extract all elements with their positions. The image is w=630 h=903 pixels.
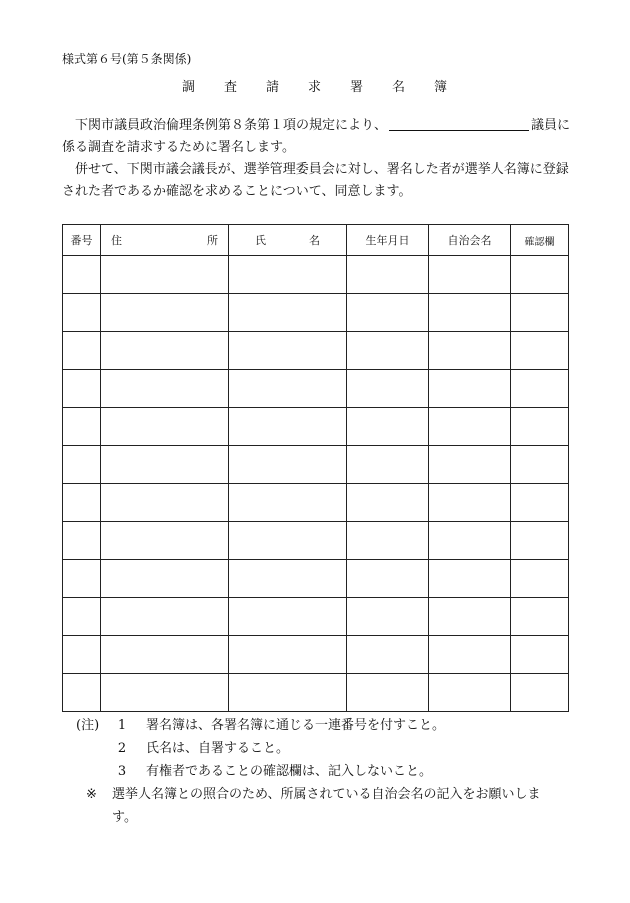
header-association: 自治会名 bbox=[429, 225, 511, 256]
asterisk-note-text: 選挙人名簿との照合のため、所属されている自治会名の記入をお願いしま bbox=[112, 787, 541, 802]
note-item bbox=[62, 714, 582, 737]
table-row bbox=[63, 256, 569, 294]
note-item bbox=[62, 737, 582, 760]
name-cell[interactable] bbox=[229, 522, 347, 560]
table-row bbox=[63, 522, 569, 560]
association-cell[interactable] bbox=[429, 598, 511, 636]
birthdate-cell[interactable] bbox=[347, 332, 429, 370]
association-cell[interactable] bbox=[429, 370, 511, 408]
name-cell[interactable] bbox=[229, 674, 347, 712]
birthdate-cell[interactable] bbox=[347, 294, 429, 332]
table-row bbox=[63, 332, 569, 370]
number-cell[interactable] bbox=[63, 256, 101, 294]
address-cell[interactable] bbox=[101, 560, 229, 598]
address-cell[interactable] bbox=[101, 522, 229, 560]
table-row bbox=[63, 446, 569, 484]
confirmation-cell[interactable] bbox=[511, 294, 569, 332]
table-row bbox=[63, 598, 569, 636]
birthdate-cell[interactable] bbox=[347, 446, 429, 484]
confirmation-cell[interactable] bbox=[511, 370, 569, 408]
title-char: 署 bbox=[350, 80, 365, 95]
number-cell[interactable] bbox=[63, 598, 101, 636]
note-text: 氏名は、自署すること。 bbox=[146, 741, 290, 756]
title-char: 査 bbox=[223, 80, 238, 95]
birthdate-cell[interactable] bbox=[347, 674, 429, 712]
association-cell[interactable] bbox=[429, 294, 511, 332]
birthdate-cell[interactable] bbox=[347, 522, 429, 560]
association-cell[interactable] bbox=[429, 446, 511, 484]
number-cell[interactable] bbox=[63, 294, 101, 332]
header-name-char: 名 bbox=[309, 234, 320, 247]
notes-prefix: (注) bbox=[76, 718, 100, 733]
notes-section bbox=[62, 714, 582, 829]
confirmation-cell[interactable] bbox=[511, 636, 569, 674]
birthdate-cell[interactable] bbox=[347, 636, 429, 674]
header-number: 番号 bbox=[63, 225, 101, 256]
council-member-name-blank[interactable] bbox=[389, 116, 529, 131]
name-cell[interactable] bbox=[229, 332, 347, 370]
table-row bbox=[63, 294, 569, 332]
birthdate-cell[interactable] bbox=[347, 408, 429, 446]
number-cell[interactable] bbox=[63, 484, 101, 522]
header-name bbox=[229, 225, 347, 256]
table-row bbox=[63, 408, 569, 446]
header-address-char: 所 bbox=[207, 234, 218, 247]
address-cell[interactable] bbox=[101, 408, 229, 446]
name-cell[interactable] bbox=[229, 560, 347, 598]
header-address-char: 住 bbox=[111, 234, 122, 247]
number-cell[interactable] bbox=[63, 408, 101, 446]
note-number: 3 bbox=[117, 764, 127, 779]
association-cell[interactable] bbox=[429, 256, 511, 294]
confirmation-cell[interactable] bbox=[511, 332, 569, 370]
form-number-label: 様式第６号(第５条関係) bbox=[62, 52, 192, 66]
asterisk-note bbox=[62, 783, 582, 806]
name-cell[interactable] bbox=[229, 484, 347, 522]
title-char: 名 bbox=[392, 80, 407, 95]
number-cell[interactable] bbox=[63, 370, 101, 408]
note-item bbox=[62, 760, 582, 783]
birthdate-cell[interactable] bbox=[347, 484, 429, 522]
consent-text: 併せて、下関市議会議長が、選挙管理委員会に対し、署名した者が選挙人名簿に登録された者であるか確認を求めることについて、同意します。 bbox=[62, 162, 569, 199]
note-text: 署名簿は、各署名簿に通じる一連番号を付すこと。 bbox=[146, 718, 446, 733]
asterisk-note-text-end: す。 bbox=[112, 810, 137, 825]
title-char: 請 bbox=[265, 80, 280, 95]
confirmation-cell[interactable] bbox=[511, 560, 569, 598]
header-address bbox=[101, 225, 229, 256]
table-header-row bbox=[63, 225, 569, 256]
birthdate-cell[interactable] bbox=[347, 370, 429, 408]
address-cell[interactable] bbox=[101, 256, 229, 294]
table-row bbox=[63, 484, 569, 522]
number-cell[interactable] bbox=[63, 560, 101, 598]
address-cell[interactable] bbox=[101, 294, 229, 332]
association-cell[interactable] bbox=[429, 522, 511, 560]
asterisk-mark: ※ bbox=[86, 787, 97, 802]
note-text: 有権者であることの確認欄は、記入しないこと。 bbox=[146, 764, 433, 779]
association-cell[interactable] bbox=[429, 636, 511, 674]
confirmation-cell[interactable] bbox=[511, 446, 569, 484]
note-number: 1 bbox=[117, 718, 127, 733]
number-cell[interactable] bbox=[63, 674, 101, 712]
association-cell[interactable] bbox=[429, 484, 511, 522]
signature-rows bbox=[63, 256, 569, 712]
request-text-after-blank: 議員に係る調査を請求するために署名します。 bbox=[62, 118, 571, 155]
number-cell[interactable] bbox=[63, 522, 101, 560]
address-cell[interactable] bbox=[101, 370, 229, 408]
title-char: 調 bbox=[181, 80, 196, 95]
number-cell[interactable] bbox=[63, 636, 101, 674]
confirmation-cell[interactable] bbox=[511, 256, 569, 294]
table-row bbox=[63, 370, 569, 408]
consent-paragraph bbox=[62, 159, 572, 203]
address-cell[interactable] bbox=[101, 674, 229, 712]
confirmation-cell[interactable] bbox=[511, 408, 569, 446]
name-cell[interactable] bbox=[229, 598, 347, 636]
association-cell[interactable] bbox=[429, 332, 511, 370]
title-char: 求 bbox=[307, 80, 322, 95]
table-row bbox=[63, 636, 569, 674]
request-paragraph bbox=[62, 115, 572, 159]
association-cell[interactable] bbox=[429, 674, 511, 712]
name-cell[interactable] bbox=[229, 446, 347, 484]
birthdate-cell[interactable] bbox=[347, 256, 429, 294]
address-cell[interactable] bbox=[101, 598, 229, 636]
name-cell[interactable] bbox=[229, 256, 347, 294]
birthdate-cell[interactable] bbox=[347, 598, 429, 636]
title-char: 簿 bbox=[434, 80, 449, 95]
number-cell[interactable] bbox=[63, 332, 101, 370]
birthdate-cell[interactable] bbox=[347, 560, 429, 598]
name-cell[interactable] bbox=[229, 294, 347, 332]
asterisk-note-continued bbox=[62, 806, 582, 829]
table-row bbox=[63, 674, 569, 712]
header-confirmation: 確認欄 bbox=[511, 225, 569, 256]
note-number: 2 bbox=[117, 741, 127, 756]
header-name-char: 氏 bbox=[255, 234, 266, 247]
name-cell[interactable] bbox=[229, 636, 347, 674]
name-cell[interactable] bbox=[229, 408, 347, 446]
confirmation-cell[interactable] bbox=[511, 674, 569, 712]
document-title bbox=[0, 76, 630, 95]
address-cell[interactable] bbox=[101, 332, 229, 370]
address-cell[interactable] bbox=[101, 446, 229, 484]
address-cell[interactable] bbox=[101, 484, 229, 522]
name-cell[interactable] bbox=[229, 370, 347, 408]
association-cell[interactable] bbox=[429, 408, 511, 446]
number-cell[interactable] bbox=[63, 446, 101, 484]
association-cell[interactable] bbox=[429, 560, 511, 598]
address-cell[interactable] bbox=[101, 636, 229, 674]
header-birthdate: 生年月日 bbox=[347, 225, 429, 256]
signature-table bbox=[62, 224, 569, 712]
confirmation-cell[interactable] bbox=[511, 484, 569, 522]
confirmation-cell[interactable] bbox=[511, 598, 569, 636]
confirmation-cell[interactable] bbox=[511, 522, 569, 560]
request-text-before-blank: 下関市議員政治倫理条例第８条第１項の規定により、 bbox=[75, 118, 388, 133]
table-row bbox=[63, 560, 569, 598]
